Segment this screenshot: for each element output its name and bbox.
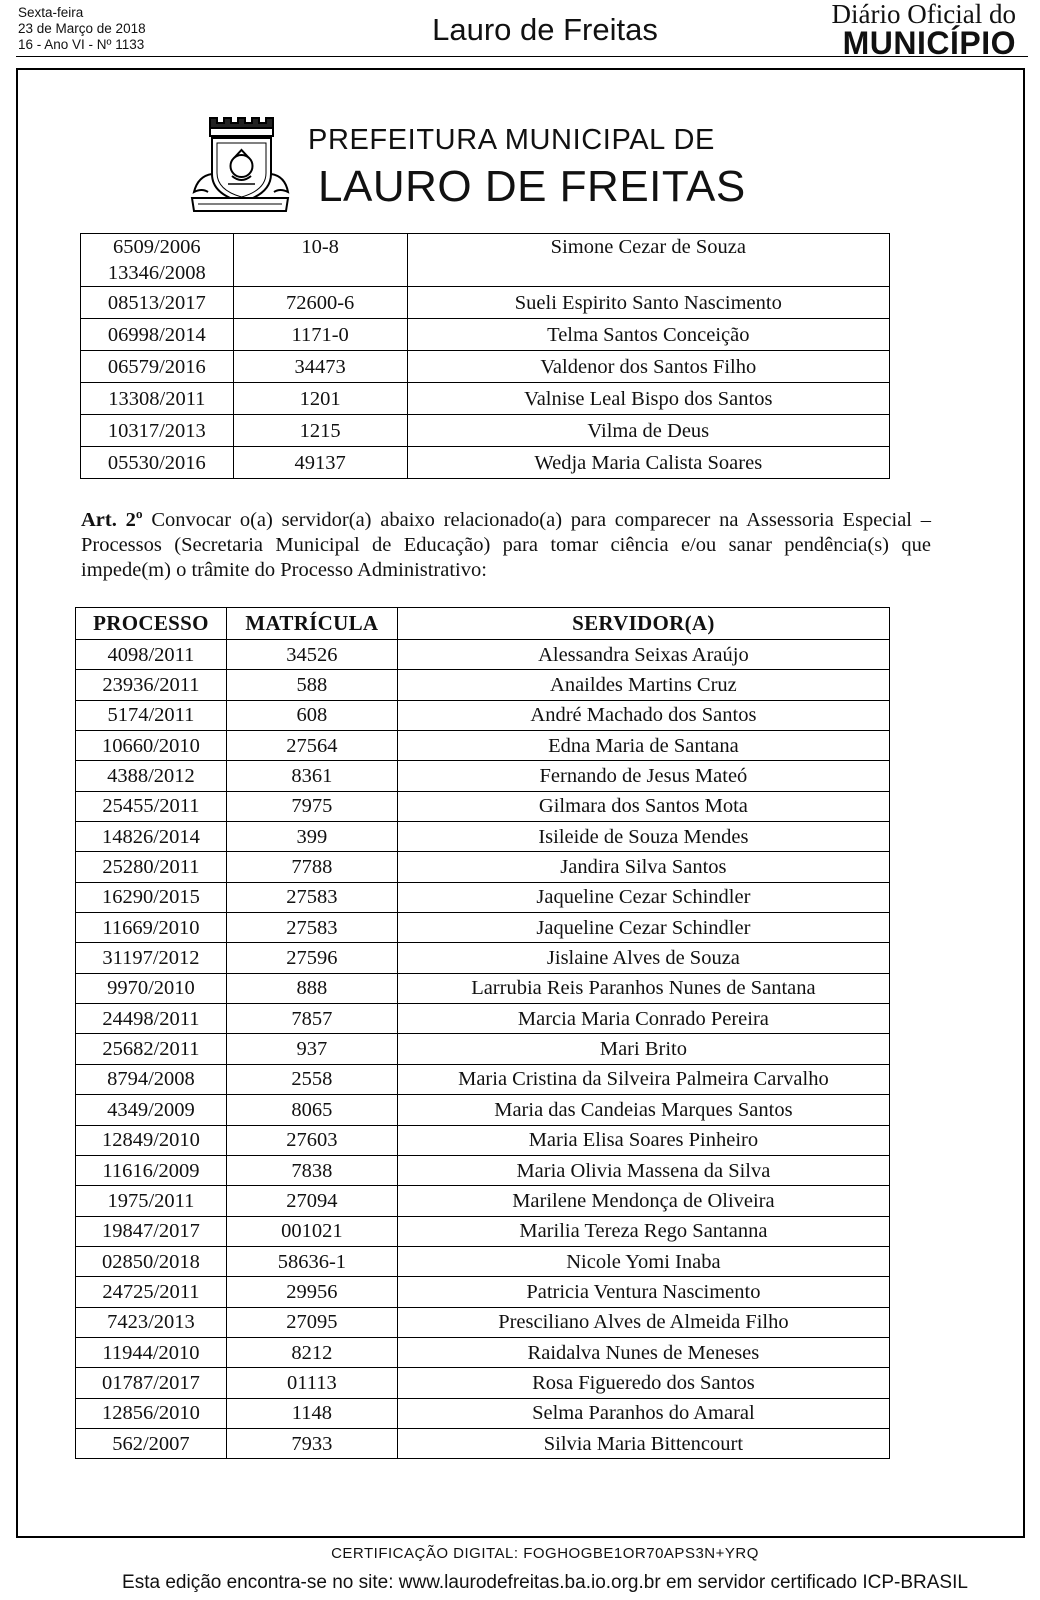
matricula-cell: 001021 (226, 1216, 397, 1246)
matricula-cell: 27596 (226, 943, 397, 973)
servidor-cell: Marilia Tereza Rego Santanna (397, 1216, 889, 1246)
processo-cell: 06998/2014 (81, 319, 234, 351)
header-date: 23 de Março de 2018 (18, 21, 146, 36)
processo-cell: 1975/2011 (76, 1186, 227, 1216)
table-row (76, 1095, 890, 1125)
table-row (76, 700, 890, 730)
processo-cell: 14826/2014 (76, 822, 227, 852)
table-row (76, 791, 890, 821)
matricula-cell: 7838 (226, 1155, 397, 1185)
table-row (76, 1186, 890, 1216)
matricula-cell: 1201 (233, 383, 407, 415)
servidor-cell: Rosa Figueredo dos Santos (397, 1368, 889, 1398)
matricula-cell: 7857 (226, 1004, 397, 1034)
column-header-matricula: MATRÍCULA (226, 608, 397, 640)
table-row (76, 1307, 890, 1337)
processo-cell: 7423/2013 (76, 1307, 227, 1337)
matricula-cell: 8212 (226, 1337, 397, 1367)
matricula-cell: 7933 (226, 1428, 397, 1458)
matricula-cell: 399 (226, 822, 397, 852)
servidor-cell: Maria Cristina da Silveira Palmeira Carvalho (397, 1064, 889, 1094)
servidor-cell: Silvia Maria Bittencourt (397, 1428, 889, 1458)
matricula-cell: 608 (226, 700, 397, 730)
processo-cell: 25682/2011 (76, 1034, 227, 1064)
matricula-cell: 937 (226, 1034, 397, 1064)
processo-cell: 01787/2017 (76, 1368, 227, 1398)
matricula-cell: 72600-6 (233, 287, 407, 319)
processo-cell: 25280/2011 (76, 852, 227, 882)
processo-cell: 06579/2016 (81, 351, 234, 383)
servers-convocation-table (75, 607, 890, 1459)
servidor-cell: Jaqueline Cezar Schindler (397, 913, 889, 943)
servidor-cell: Valdenor dos Santos Filho (407, 351, 889, 383)
matricula-cell: 27564 (226, 731, 397, 761)
matricula-cell: 888 (226, 973, 397, 1003)
servidor-cell: Patricia Ventura Nascimento (397, 1277, 889, 1307)
matricula-cell: 8361 (226, 761, 397, 791)
table-row (76, 640, 890, 670)
processo-cell: 11616/2009 (76, 1155, 227, 1185)
table-row (81, 383, 890, 415)
servidor-cell: André Machado dos Santos (397, 700, 889, 730)
processo-cell: 24498/2011 (76, 1004, 227, 1034)
matricula-cell: 588 (226, 670, 397, 700)
processo-cell: 10317/2013 (81, 415, 234, 447)
servidor-cell: Wedja Maria Calista Soares (407, 447, 889, 479)
servidor-cell: Larrubia Reis Paranhos Nunes de Santana (397, 973, 889, 1003)
header-edition: 16 - Ano VI - Nº 1133 (18, 37, 145, 52)
letterhead-line2: LAURO DE FREITAS (318, 162, 746, 211)
servidor-cell: Raidalva Nunes de Meneses (397, 1337, 889, 1367)
table-row (81, 415, 890, 447)
table-row (76, 1125, 890, 1155)
table-row (81, 319, 890, 351)
header-day: Sexta-feira (18, 5, 84, 20)
processo-cell: 16290/2015 (76, 882, 227, 912)
matricula-cell: 7975 (226, 791, 397, 821)
processo-cell: 5174/2011 (76, 700, 227, 730)
matricula-cell: 29956 (226, 1277, 397, 1307)
servidor-cell: Marilene Mendonça de Oliveira (397, 1186, 889, 1216)
table-row (76, 1428, 890, 1458)
table-row (76, 852, 890, 882)
processo-cell: 11944/2010 (76, 1337, 227, 1367)
table-row (76, 1004, 890, 1034)
servidor-cell: Maria das Candeias Marques Santos (397, 1095, 889, 1125)
servidor-cell: Maria Elisa Soares Pinheiro (397, 1125, 889, 1155)
brand-line1: Diário Oficial do (831, 0, 1016, 29)
matricula-cell: 01113 (226, 1368, 397, 1398)
site-notice: Esta edição encontra-se no site: www.laurodefreitas.ba.io.org.br em servidor certificado ICP-BRASIL (122, 1572, 968, 1593)
servidor-cell: Mari Brito (397, 1034, 889, 1064)
article-2-text: Convocar o(a) servidor(a) abaixo relacionado(a) para comparecer na Assessoria Especial – Processos (Secretaria Municipal de Educação) para tomar ciência e/ou sanar pendência(s) que impede(m) o trâmite do Processo Administrativo: (81, 509, 931, 581)
article-2-label: Art. 2º (81, 509, 143, 531)
servidor-cell: Simone Cezar de Souza (407, 234, 889, 287)
matricula-cell: 27603 (226, 1125, 397, 1155)
processo-cell: 08513/2017 (81, 287, 234, 319)
matricula-cell: 2558 (226, 1064, 397, 1094)
municipal-crest-icon (190, 114, 290, 216)
processo-cell: 10660/2010 (76, 731, 227, 761)
table-row (76, 1064, 890, 1094)
matricula-cell: 27095 (226, 1307, 397, 1337)
matricula-cell: 27094 (226, 1186, 397, 1216)
matricula-cell: 1148 (226, 1398, 397, 1428)
matricula-cell: 7788 (226, 852, 397, 882)
column-header-servidor: SERVIDOR(A) (397, 608, 889, 640)
servidor-cell: Fernando de Jesus Mateó (397, 761, 889, 791)
processo-cell: 562/2007 (76, 1428, 227, 1458)
matricula-cell: 1215 (233, 415, 407, 447)
matricula-cell: 10-8 (233, 234, 407, 287)
table-row (81, 287, 890, 319)
processo-cell: 4098/2011 (76, 640, 227, 670)
processo-cell: 25455/2011 (76, 791, 227, 821)
table-row (81, 447, 890, 479)
servers-table-continued (80, 233, 890, 479)
article-2-paragraph (81, 508, 931, 583)
matricula-cell: 27583 (226, 882, 397, 912)
table-row (76, 822, 890, 852)
processo-cell: 9970/2010 (76, 973, 227, 1003)
matricula-cell: 34473 (233, 351, 407, 383)
brand-line2: MUNICÍPIO (842, 25, 1016, 61)
table-row (76, 1155, 890, 1185)
processo-cell: 12849/2010 (76, 1125, 227, 1155)
processo-cell: 12856/2010 (76, 1398, 227, 1428)
processo-cell: 4349/2009 (76, 1095, 227, 1125)
table-header-row (76, 608, 890, 640)
table-row (76, 1368, 890, 1398)
table-row (76, 761, 890, 791)
processo-cell: 31197/2012 (76, 943, 227, 973)
table-row (81, 351, 890, 383)
table-row (81, 234, 890, 287)
matricula-cell: 1171-0 (233, 319, 407, 351)
table-row (76, 882, 890, 912)
table-row (76, 1277, 890, 1307)
matricula-cell: 27583 (226, 913, 397, 943)
servidor-cell: Sueli Espirito Santo Nascimento (407, 287, 889, 319)
servidor-cell: Valnise Leal Bispo dos Santos (407, 383, 889, 415)
matricula-cell: 58636-1 (226, 1246, 397, 1276)
servidor-cell: Jislaine Alves de Souza (397, 943, 889, 973)
servidor-cell: Alessandra Seixas Araújo (397, 640, 889, 670)
servidor-cell: Jaqueline Cezar Schindler (397, 882, 889, 912)
servidor-cell: Marcia Maria Conrado Pereira (397, 1004, 889, 1034)
processo-cell: 6509/2006 13346/2008 (81, 234, 234, 287)
table-row (76, 1216, 890, 1246)
digital-certification: CERTIFICAÇÃO DIGITAL: FOGHOGBE1OR70APS3N+YRQ (331, 1545, 759, 1562)
servidor-cell: Presciliano Alves de Almeida Filho (397, 1307, 889, 1337)
servidor-cell: Maria Olivia Massena da Silva (397, 1155, 889, 1185)
processo-cell: 23936/2011 (76, 670, 227, 700)
matricula-cell: 49137 (233, 447, 407, 479)
servidor-cell: Vilma de Deus (407, 415, 889, 447)
header-divider (16, 56, 1028, 57)
processo-cell: 02850/2018 (76, 1246, 227, 1276)
processo-cell: 19847/2017 (76, 1216, 227, 1246)
table-row (76, 943, 890, 973)
table-row (76, 1246, 890, 1276)
processo-cell: 4388/2012 (76, 761, 227, 791)
servidor-cell: Jandira Silva Santos (397, 852, 889, 882)
table-row (76, 973, 890, 1003)
servidor-cell: Selma Paranhos do Amaral (397, 1398, 889, 1428)
matricula-cell: 8065 (226, 1095, 397, 1125)
servidor-cell: Nicole Yomi Inaba (397, 1246, 889, 1276)
servidor-cell: Isileide de Souza Mendes (397, 822, 889, 852)
processo-cell: 05530/2016 (81, 447, 234, 479)
letterhead-line1: PREFEITURA MUNICIPAL DE (308, 124, 715, 156)
processo-cell: 8794/2008 (76, 1064, 227, 1094)
servidor-cell: Gilmara dos Santos Mota (397, 791, 889, 821)
header-city: Lauro de Freitas (432, 12, 658, 47)
servidor-cell: Anaildes Martins Cruz (397, 670, 889, 700)
processo-cell: 13308/2011 (81, 383, 234, 415)
table-row (76, 913, 890, 943)
processo-cell: 24725/2011 (76, 1277, 227, 1307)
servidor-cell: Edna Maria de Santana (397, 731, 889, 761)
table-row (76, 731, 890, 761)
table-row (76, 1034, 890, 1064)
column-header-processo: PROCESSO (76, 608, 227, 640)
table-row (76, 1337, 890, 1367)
servidor-cell: Telma Santos Conceição (407, 319, 889, 351)
table-row (76, 670, 890, 700)
table-row (76, 1398, 890, 1428)
processo-cell: 11669/2010 (76, 913, 227, 943)
diario-oficial-logo (831, 0, 1016, 61)
matricula-cell: 34526 (226, 640, 397, 670)
